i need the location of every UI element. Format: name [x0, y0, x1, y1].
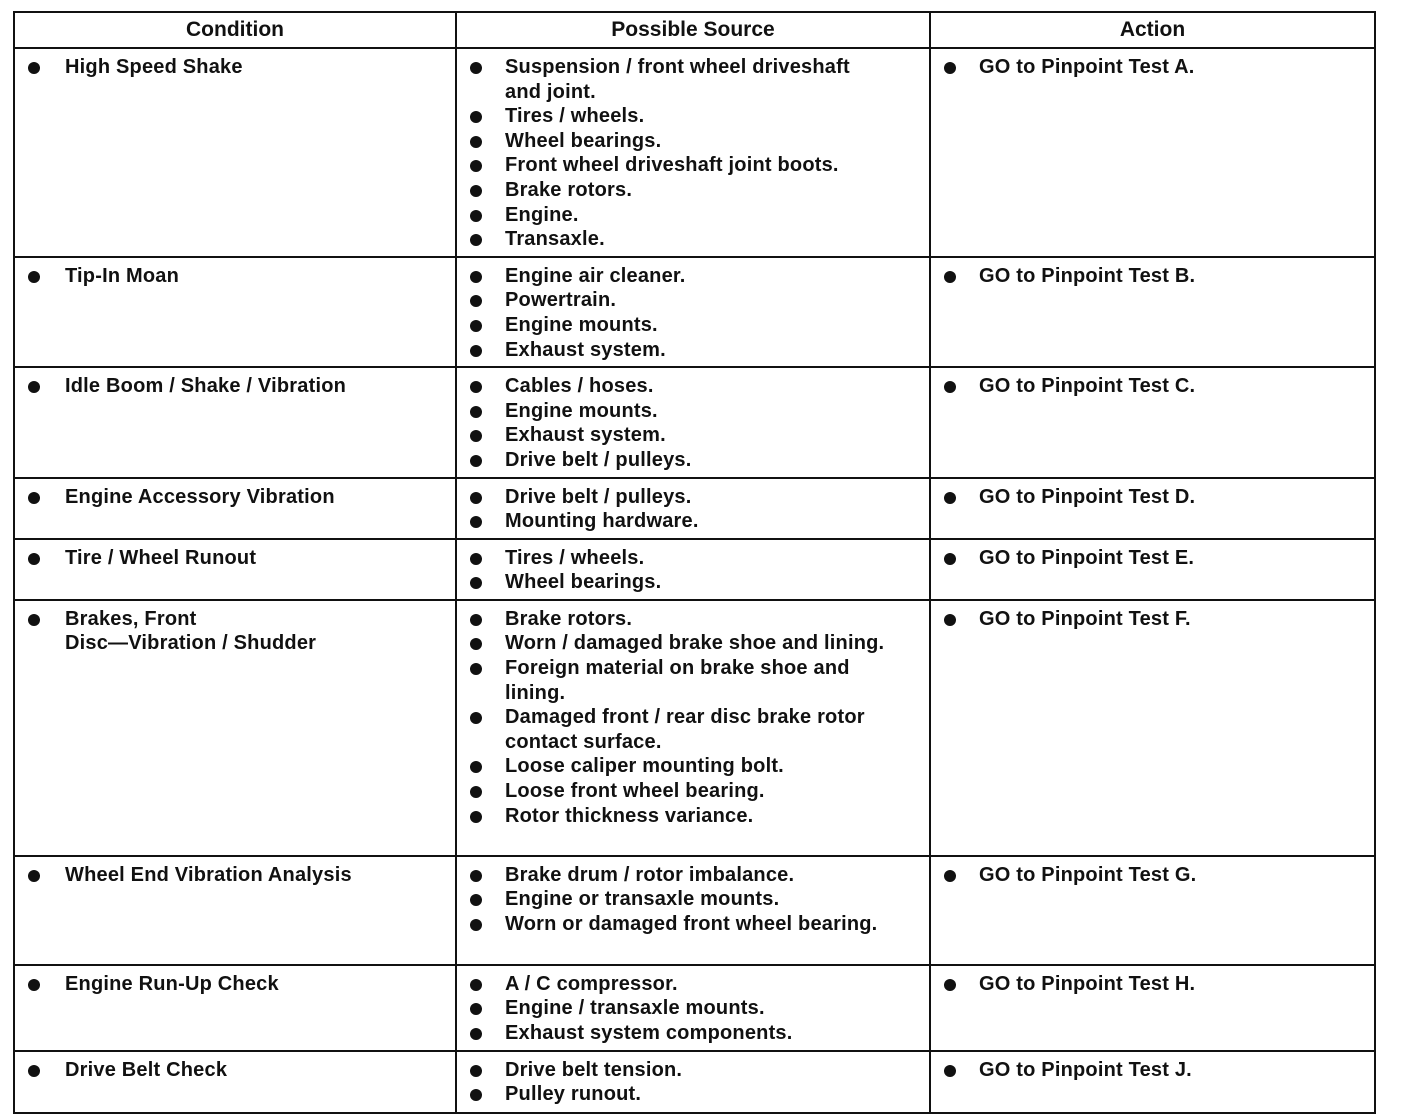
source-item: Brake rotors. [465, 178, 885, 203]
condition-list [23, 55, 449, 80]
source-item: Exhaust system. [465, 423, 885, 448]
source-list [465, 1058, 923, 1107]
condition-list [23, 972, 449, 997]
source-list [465, 546, 923, 595]
condition-list [23, 485, 449, 510]
condition-text: Idle Boom / Shake / Vibration [23, 374, 449, 399]
source-item: Loose caliper mounting bolt. [465, 754, 885, 779]
source-item: Transaxle. [465, 227, 885, 252]
possible-source-cell [456, 856, 930, 965]
condition-cell [14, 965, 456, 1051]
header-condition: Condition [14, 12, 456, 48]
source-item: Drive belt / pulleys. [465, 485, 885, 510]
source-item: Wheel bearings. [465, 129, 885, 154]
source-item: Worn or damaged front wheel bearing. [465, 912, 885, 937]
condition-list [23, 546, 449, 571]
table-row [14, 478, 1375, 539]
table-row [14, 48, 1375, 257]
action-text: GO to Pinpoint Test C. [939, 374, 1368, 399]
action-list [939, 55, 1368, 80]
header-possible-source: Possible Source [456, 12, 930, 48]
possible-source-cell [456, 600, 930, 856]
action-cell [930, 600, 1375, 856]
action-cell [930, 257, 1375, 367]
condition-cell [14, 367, 456, 477]
source-item: Engine mounts. [465, 399, 885, 424]
table-row [14, 965, 1375, 1051]
source-item: Mounting hardware. [465, 509, 885, 534]
source-item: Worn / damaged brake shoe and lining. [465, 631, 885, 656]
source-item: Engine air cleaner. [465, 264, 885, 289]
source-list [465, 55, 923, 252]
action-list [939, 972, 1368, 997]
source-item: Engine / transaxle mounts. [465, 996, 885, 1021]
source-item: Exhaust system components. [465, 1021, 885, 1046]
condition-text: High Speed Shake [23, 55, 449, 80]
source-list [465, 485, 923, 534]
action-cell [930, 48, 1375, 257]
source-item: Rotor thickness variance. [465, 804, 885, 829]
action-list [939, 264, 1368, 289]
source-item: Drive belt tension. [465, 1058, 885, 1083]
action-text: GO to Pinpoint Test A. [939, 55, 1368, 80]
condition-cell [14, 478, 456, 539]
action-cell [930, 1051, 1375, 1113]
possible-source-cell [456, 48, 930, 257]
table-row [14, 257, 1375, 367]
condition-cell [14, 257, 456, 367]
source-item: Brake drum / rotor imbalance. [465, 863, 885, 888]
action-text: GO to Pinpoint Test F. [939, 607, 1368, 632]
action-list [939, 546, 1368, 571]
possible-source-cell [456, 367, 930, 477]
source-item: Suspension / front wheel driveshaft and joint. [465, 55, 885, 104]
action-cell [930, 539, 1375, 600]
source-list [465, 863, 923, 937]
action-text: GO to Pinpoint Test D. [939, 485, 1368, 510]
source-item: Cables / hoses. [465, 374, 885, 399]
action-list [939, 374, 1368, 399]
diagnosis-table [13, 11, 1376, 1114]
condition-list [23, 1058, 449, 1083]
condition-text: Drive Belt Check [23, 1058, 449, 1083]
action-text: GO to Pinpoint Test G. [939, 863, 1368, 888]
action-text: GO to Pinpoint Test B. [939, 264, 1368, 289]
source-item: Loose front wheel bearing. [465, 779, 885, 804]
condition-cell [14, 539, 456, 600]
table-row [14, 1051, 1375, 1113]
header-row [14, 12, 1375, 48]
action-text: GO to Pinpoint Test J. [939, 1058, 1368, 1083]
source-list [465, 607, 923, 828]
condition-list [23, 264, 449, 289]
condition-text: Wheel End Vibration Analysis [23, 863, 449, 888]
condition-list [23, 607, 449, 656]
possible-source-cell [456, 965, 930, 1051]
action-cell [930, 856, 1375, 965]
table-row [14, 856, 1375, 965]
action-list [939, 485, 1368, 510]
action-cell [930, 965, 1375, 1051]
source-item: Wheel bearings. [465, 570, 885, 595]
source-item: Exhaust system. [465, 338, 885, 363]
possible-source-cell [456, 257, 930, 367]
action-cell [930, 367, 1375, 477]
condition-cell [14, 1051, 456, 1113]
action-cell [930, 478, 1375, 539]
source-item: Engine mounts. [465, 313, 885, 338]
source-item: Front wheel driveshaft joint boots. [465, 153, 885, 178]
condition-text: Engine Run-Up Check [23, 972, 449, 997]
action-list [939, 1058, 1368, 1083]
source-item: Engine or transaxle mounts. [465, 887, 885, 912]
condition-list [23, 863, 449, 888]
source-item: Tires / wheels. [465, 104, 885, 129]
source-item: Foreign material on brake shoe and lining. [465, 656, 885, 705]
source-item: A / C compressor. [465, 972, 885, 997]
action-list [939, 863, 1368, 888]
source-item: Brake rotors. [465, 607, 885, 632]
source-item: Drive belt / pulleys. [465, 448, 885, 473]
source-item: Tires / wheels. [465, 546, 885, 571]
possible-source-cell [456, 539, 930, 600]
condition-text: Engine Accessory Vibration [23, 485, 449, 510]
possible-source-cell [456, 478, 930, 539]
source-item: Powertrain. [465, 288, 885, 313]
condition-cell [14, 600, 456, 856]
condition-cell [14, 48, 456, 257]
possible-source-cell [456, 1051, 930, 1113]
header-action: Action [930, 12, 1375, 48]
source-item: Pulley runout. [465, 1082, 885, 1107]
condition-text: Tip-In Moan [23, 264, 449, 289]
condition-cell [14, 856, 456, 965]
action-list [939, 607, 1368, 632]
source-list [465, 264, 923, 362]
table-row [14, 367, 1375, 477]
source-list [465, 972, 923, 1046]
source-item: Damaged front / rear disc brake rotor contact surface. [465, 705, 885, 754]
condition-text: Brakes, Front Disc—Vibration / Shudder [23, 607, 449, 656]
source-list [465, 374, 923, 472]
action-text: GO to Pinpoint Test E. [939, 546, 1368, 571]
condition-list [23, 374, 449, 399]
table-row [14, 539, 1375, 600]
action-text: GO to Pinpoint Test H. [939, 972, 1368, 997]
condition-text: Tire / Wheel Runout [23, 546, 449, 571]
source-item: Engine. [465, 203, 885, 228]
table-row [14, 600, 1375, 856]
